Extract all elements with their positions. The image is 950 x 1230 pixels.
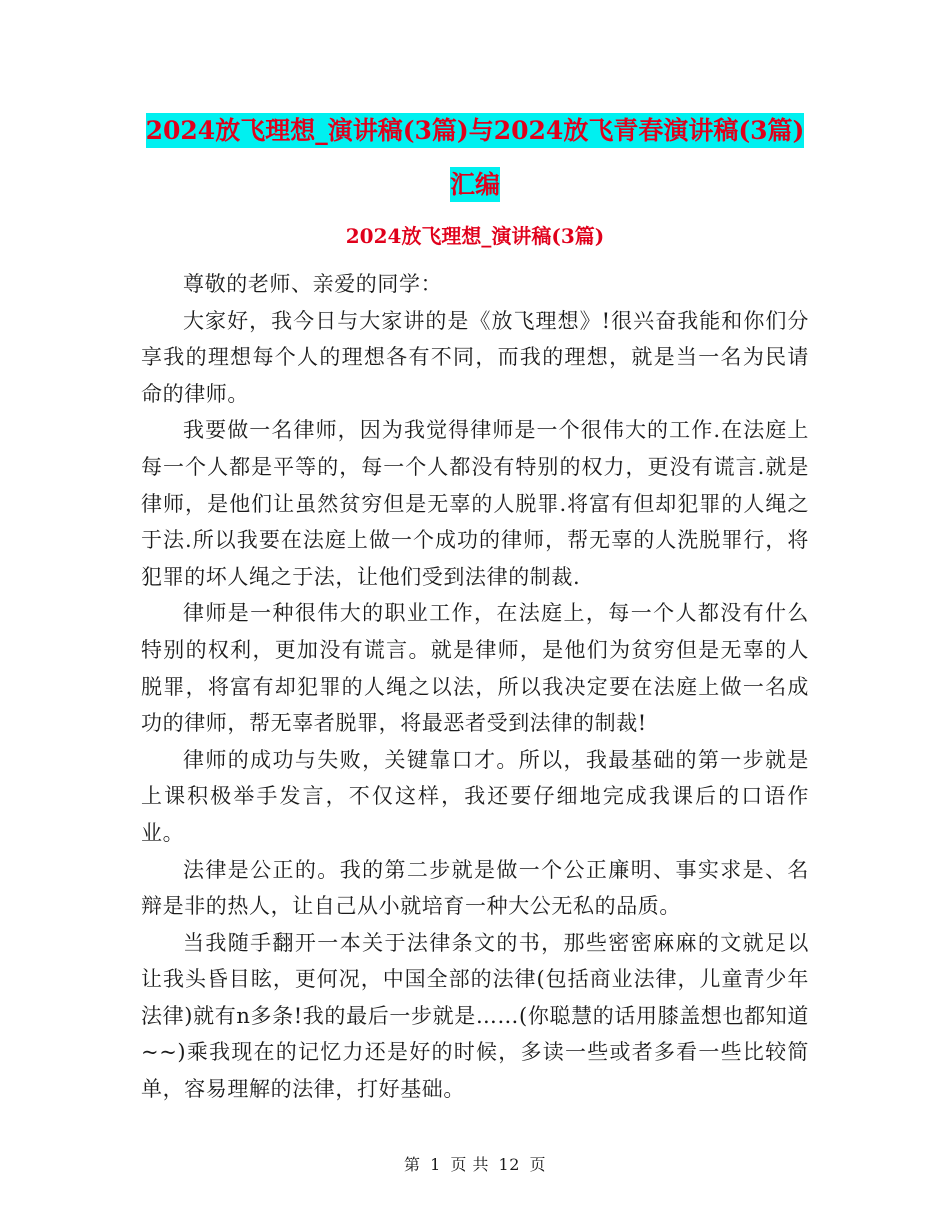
paragraph-salutation: 尊敬的老师、亲爱的同学：: [183, 272, 443, 296]
paragraph: 法律是公正的。我的第二步就是做一个公正廉明、事实求是、名辩是非的热人，让自己从小就培育一种大公无私的品质。: [141, 857, 809, 919]
paragraph: 我要做一名律师，因为我觉得律师是一个很伟大的工作.在法庭上每一个人都是平等的，每一个人都没有特别的权力，更没有谎言.就是律师，是他们让虽然贫穷但是无辜的人脱罪.将富有但却犯罪的人绳之于法.所以我要在法庭上做一个成功的律师，帮无辜的人洗脱罪行，将犯罪的坏人绳之于法，让他们受到法律的制裁.: [141, 418, 809, 589]
paragraph: 律师是一种很伟大的职业工作，在法庭上，每一个人都没有什么特别的权利，更加没有谎言。就是律师，是他们为贫穷但是无辜的人脱罪，将富有却犯罪的人绳之以法，所以我决定要在法庭上做一名成功的律师，帮无辜者脱罪，将最恶者受到法律的制裁!: [141, 601, 809, 736]
footer-middle: 页 共: [450, 1155, 489, 1174]
paragraph: 大家好，我今日与大家讲的是《放飞理想》!很兴奋我能和你们分享我的理想每个人的理想各有不同，而我的理想，就是当一名为民请命的律师。: [141, 308, 809, 406]
footer-suffix: 页: [529, 1155, 547, 1174]
document-title: [140, 104, 810, 212]
document-title-highlight: 2024放飞理想_演讲稿(3篇)与2024放飞青春演讲稿(3篇)汇编: [146, 113, 805, 202]
section-title: 2024放飞理想_演讲稿(3篇): [345, 224, 605, 248]
paragraph: 律师的成功与失败，关键靠口才。所以，我最基础的第一步就是上课积极举手发言，不仅这样，我还要仔细地完成我课后的口语作业。: [141, 747, 809, 845]
footer-prefix: 第: [403, 1155, 421, 1174]
page-total: 12: [498, 1155, 520, 1174]
page-number: 1: [430, 1155, 441, 1174]
page-footer: [0, 1153, 950, 1177]
document-body: [141, 266, 809, 1108]
paragraph: 当我随手翻开一本关于法律条文的书，那些密密麻麻的文就足以让我头昏目眩，更何况，中国全部的法律(包括商业法律，儿童青少年法律)就有n多条!我的最后一步就是……(你聪慧的话用膝盖想也都知道~~)乘我现在的记忆力还是好的时候，多读一些或者多看一些比较简单，容易理解的法律，打好基础。: [141, 930, 809, 1102]
